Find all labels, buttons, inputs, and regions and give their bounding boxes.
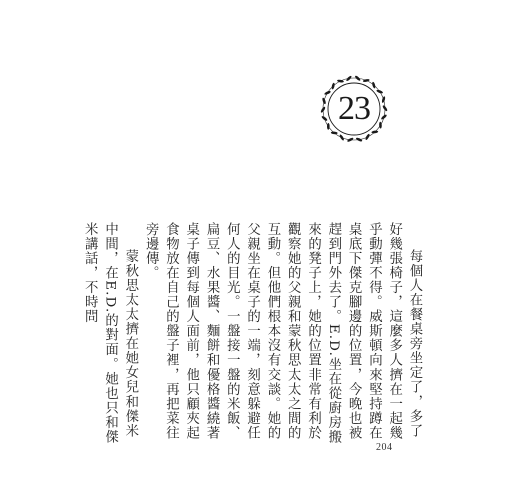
page-number: 204 [376,442,393,453]
chapter-number: 23 [338,90,370,127]
paragraph-1: 每個人在餐桌旁坐定了，多了好幾張椅子，這麼多人擠在一起幾乎動彈不得。威斯頓向來堅持蹲在桌底下傑克腳邊的位置，今晚也被趕到門外去了。E.D.坐在從廚房搬來的凳子上，她的位置非常有利於觀察她的父親和蒙秋思太太之間的互動。但他們根本沒有交談。她的父親坐在桌子的一端，刻意躲避任何人的目光。一盤接一盤的米飯、扁豆、水果醬、麵餅和優格醬繞著桌子傳到每個人面前，他只顧夾起食物放在自己的盤子裡，再把菜往旁邊傳。 [143,222,422,445]
chapter-emblem [313,68,395,150]
paragraph-2: 蒙秋思太太擠在她女兒和傑米中間，在E.D.的對面。她也只和傑米講話，不時問 [82,222,138,445]
body-text [79,222,424,452]
